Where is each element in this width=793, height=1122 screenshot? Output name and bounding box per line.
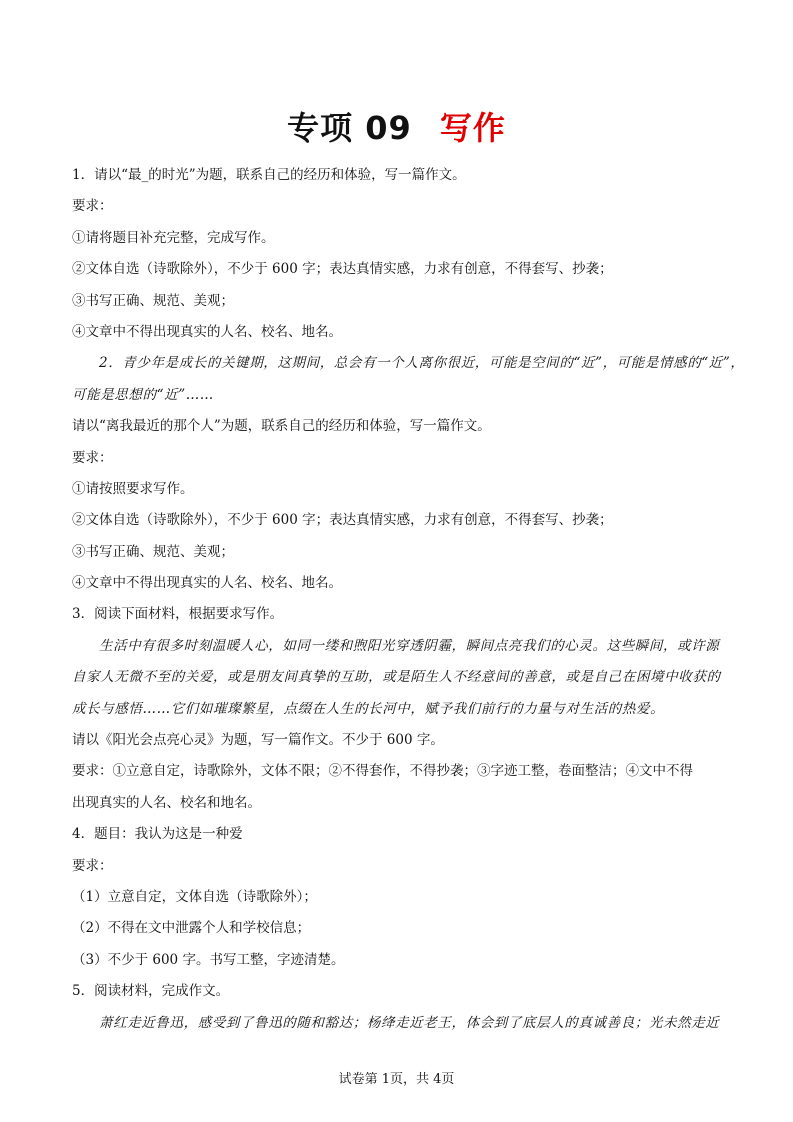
page-title xyxy=(0,108,793,148)
q2-requirements-label: 要求： xyxy=(72,449,113,466)
q4-requirement-1: （1）立意自定，文体自选（诗歌除外）； xyxy=(72,888,317,905)
q2-requirement-3: ③书写正确、规范、美观； xyxy=(72,543,234,560)
q1-requirement-4: ④文章中不得出现真实的人名、校名、地名。 xyxy=(72,323,342,340)
q3-material-line-2: 自家人无微不至的关爱，或是朋友间真挚的互助，或是陌生人不经意间的善意，或是自己在困境中收获的 xyxy=(72,669,721,686)
page-footer: 试卷第 1页，共 4页 xyxy=(338,1072,455,1087)
q1-requirements-label: 要求： xyxy=(72,198,113,215)
q2-requirement-4: ④文章中不得出现真实的人名、校名、地名。 xyxy=(72,575,342,592)
q4-requirement-3: （3）不少于 600 字。书写工整，字迹清楚。 xyxy=(72,951,345,968)
q3-material-line-1: 生活中有很多时刻温暖人心，如同一缕和煦阳光穿透阴霾，瞬间点亮我们的心灵。这些瞬间，或许源 xyxy=(99,637,720,654)
document-body xyxy=(72,160,745,1039)
q2-material-line-2: 可能是思想的“近”…… xyxy=(72,386,214,403)
q4-prompt: 4．题目：我认为这是一种爱 xyxy=(72,826,243,843)
q1-prompt: 1．请以“最_的时光”为题，联系自己的经历和体验，写一篇作文。 xyxy=(72,167,466,183)
q4-requirement-2: （2）不得在文中泄露个人和学校信息； xyxy=(72,920,311,937)
q1-requirement-3: ③书写正确、规范、美观； xyxy=(72,292,234,309)
q5-intro: 5．阅读材料，完成作文。 xyxy=(72,983,230,1000)
q3-material-line-3: 成长与感悟……它们如璀璨繁星，点缀在人生的长河中，赋予我们前行的力量与对生活的热爱。 xyxy=(72,700,665,717)
q3-requirements-line-2: 出现真实的人名、校名和地名。 xyxy=(72,794,261,811)
q3-requirements-line-1: 要求：①立意自定，诗歌除外，文体不限；②不得套作，不得抄袭；③字迹工整，卷面整洁；④文中不得 xyxy=(72,763,693,780)
q3-prompt: 请以《阳光会点亮心灵》为题，写一篇作文。不少于 600 字。 xyxy=(72,732,444,749)
q2-requirement-1: ①请按照要求写作。 xyxy=(72,480,194,497)
title-highlight: 写作 xyxy=(439,109,506,147)
q3-intro: 3．阅读下面材料，根据要求写作。 xyxy=(72,606,284,623)
q1-requirement-2: ②文体自选（诗歌除外），不少于 600 字；表达真情实感，力求有创意，不得套写、抄袭； xyxy=(72,261,613,278)
q4-requirements-label: 要求： xyxy=(72,857,113,874)
q2-requirement-2: ②文体自选（诗歌除外），不少于 600 字；表达真情实感，力求有创意，不得套写、抄袭； xyxy=(72,512,613,529)
q2-material-line-1: 2．青少年是成长的关键期，这期间，总会有一个人离你很近，可能是空间的“近”，可能是情感的“近”， xyxy=(99,355,745,372)
q2-prompt: 请以“离我最近的那个人”为题，联系自己的经历和体验，写一篇作文。 xyxy=(72,418,491,435)
title-main: 专项 09 xyxy=(287,109,412,147)
q1-requirement-1: ①请将题目补充完整，完成写作。 xyxy=(72,229,275,246)
q5-material-line-1: 萧红走近鲁迅，感受到了鲁迅的随和豁达；杨绛走近老王，体会到了底层人的真诚善良；光未然走近 xyxy=(99,1014,720,1031)
